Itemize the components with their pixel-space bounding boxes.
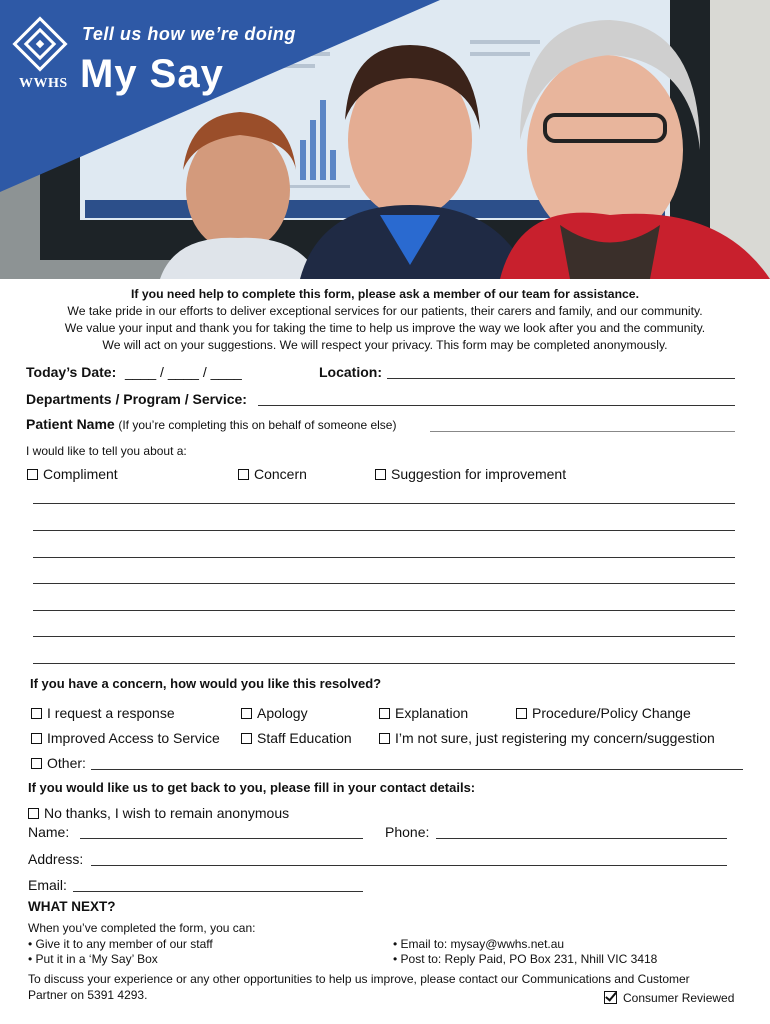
what-next-heading: WHAT NEXT? (28, 899, 116, 914)
patient-field[interactable] (430, 431, 735, 432)
checkbox-icon (379, 733, 390, 744)
next-left-2: • Put it in a ‘My Say’ Box (28, 952, 158, 966)
discuss-line-2: Partner on 5391 4293. (28, 988, 148, 1002)
checkbox-icon (379, 708, 390, 719)
date-label: Today’s Date: (26, 364, 117, 380)
email-field[interactable] (73, 891, 363, 892)
departments-field[interactable] (258, 405, 735, 406)
intro-line-3: We will act on your suggestions. We will respect your privacy. This form may be completed anonymously. (102, 338, 668, 352)
comment-line[interactable] (33, 636, 735, 637)
resolve-heading: If you have a concern, how would you like this resolved? (30, 676, 382, 691)
checkbox-icon (31, 708, 42, 719)
checkbox-icon (31, 758, 42, 769)
option-explanation[interactable]: Explanation (379, 705, 468, 721)
header-title: My Say (80, 52, 224, 96)
next-right-1: • Email to: mysay@wwhs.net.au (393, 937, 565, 951)
intro-line-1: We take pride in our efforts to deliver exceptional services for our patients, their carers and family, and our community. (67, 304, 703, 318)
address-field[interactable] (91, 865, 727, 866)
option-compliment[interactable]: Compliment (27, 466, 118, 482)
name-field[interactable] (80, 838, 363, 839)
patient-row (26, 416, 396, 432)
next-left-1: • Give it to any member of our staff (28, 937, 213, 951)
patient-note: (If you’re completing this on behalf of someone else) (118, 418, 397, 432)
email-label: Email: (28, 877, 67, 893)
checkbox-icon (241, 708, 252, 719)
option-suggestion[interactable]: Suggestion for improvement (375, 466, 566, 482)
next-right-2: • Post to: Reply Paid, PO Box 231, Nhill VIC 3418 (393, 952, 658, 966)
phone-label: Phone: (385, 824, 430, 840)
help-note: If you need help to complete this form, please ask a member of our team for assistance. (131, 287, 639, 301)
contact-heading: If you would like us to get back to you, please fill in your contact details: (28, 780, 476, 795)
option-improved-access[interactable]: Improved Access to Service (31, 730, 220, 746)
option-other[interactable]: Other: (31, 755, 86, 771)
location-label: Location: (319, 364, 382, 380)
intro-line-2: We value your input and thank you for taking the time to help us improve the way we look after you and the community. (64, 321, 706, 335)
option-staff-education[interactable]: Staff Education (241, 730, 352, 746)
checkbox-icon (238, 469, 249, 480)
patient-label: Patient Name (26, 416, 115, 432)
checkbox-icon (27, 469, 38, 480)
option-not-sure[interactable]: I’m not sure, just registering my concern/suggestion (379, 730, 715, 746)
option-anonymous[interactable]: No thanks, I wish to remain anonymous (28, 805, 289, 821)
checkbox-icon (31, 733, 42, 744)
date-input[interactable]: ____ / ____ / ____ (125, 364, 242, 380)
header-tagline: Tell us how we’re doing (82, 24, 296, 44)
consumer-reviewed: Consumer Reviewed (604, 991, 734, 1005)
checked-box-icon (604, 991, 617, 1004)
other-field[interactable] (91, 769, 743, 770)
about-prompt: I would like to tell you about a: (26, 444, 187, 458)
checkbox-icon (28, 808, 39, 819)
comment-line[interactable] (33, 583, 735, 584)
comment-line[interactable] (33, 663, 735, 664)
checkbox-icon (375, 469, 386, 480)
discuss-line-1: To discuss your experience or any other opportunities to help us improve, please contact our Communications and Customer (28, 972, 690, 986)
checkbox-icon (516, 708, 527, 719)
option-request-response[interactable]: I request a response (31, 705, 175, 721)
checkbox-icon (241, 733, 252, 744)
option-concern[interactable]: Concern (238, 466, 307, 482)
name-label: Name: (28, 824, 70, 840)
logo-text: WWHS (19, 76, 68, 91)
comment-line[interactable] (33, 503, 735, 504)
what-next-intro: When you’ve completed the form, you can: (28, 921, 256, 935)
option-policy-change[interactable]: Procedure/Policy Change (516, 705, 691, 721)
header-photo (0, 0, 770, 279)
comment-line[interactable] (33, 610, 735, 611)
address-label: Address: (28, 851, 84, 867)
option-apology[interactable]: Apology (241, 705, 308, 721)
comment-line[interactable] (33, 530, 735, 531)
location-field[interactable] (387, 378, 735, 379)
departments-label: Departments / Program / Service: (26, 391, 247, 407)
comment-line[interactable] (33, 557, 735, 558)
phone-field[interactable] (436, 838, 727, 839)
